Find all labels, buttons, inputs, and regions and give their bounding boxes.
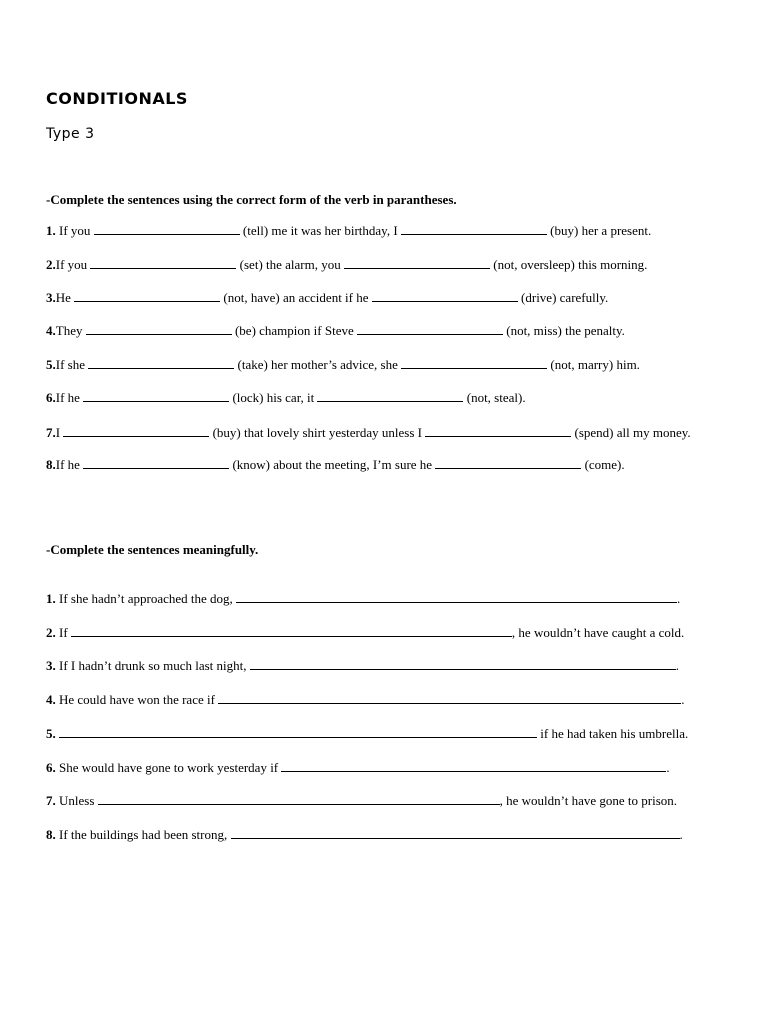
item-number: 4.	[46, 692, 56, 707]
exercise1-item	[46, 424, 726, 441]
answer-blank[interactable]	[281, 760, 666, 772]
answer-blank[interactable]	[83, 390, 229, 402]
item-number: 3.	[46, 658, 56, 673]
item-text: (set) the alarm, you	[236, 257, 344, 272]
exercise2-item	[46, 591, 726, 607]
item-text: , he wouldn’t have caught a cold.	[511, 625, 685, 640]
answer-blank[interactable]	[88, 357, 234, 369]
item-text: He could have won the race if	[59, 692, 219, 707]
answer-blank[interactable]	[63, 425, 209, 437]
item-text: .	[679, 827, 683, 842]
item-number: 6.	[46, 760, 56, 775]
item-text: If she	[55, 357, 89, 372]
section2-instruction: -Complete the sentences meaningfully.	[46, 542, 259, 557]
exercise1-item	[46, 357, 726, 373]
item-text: (be) champion if Steve	[231, 323, 357, 338]
answer-blank[interactable]	[435, 457, 581, 469]
exercise1-item	[46, 390, 726, 406]
exercise2-item	[46, 726, 726, 742]
item-text: (know) about the meeting, I’m sure he	[229, 457, 436, 472]
answer-blank[interactable]	[98, 793, 500, 805]
answer-blank[interactable]	[94, 223, 240, 235]
item-text: If the buildings had been strong,	[59, 827, 231, 842]
item-text: (come).	[581, 457, 625, 472]
answer-blank[interactable]	[317, 390, 463, 402]
item-text: , he wouldn’t have gone to prison.	[499, 793, 678, 808]
item-text: If I hadn’t drunk so much last night,	[59, 658, 250, 673]
item-number: 5.	[46, 726, 56, 741]
answer-blank[interactable]	[401, 223, 547, 235]
item-number: 1.	[46, 591, 56, 606]
item-text: They	[55, 323, 86, 338]
exercise2-item	[46, 760, 726, 776]
item-text: (buy) that lovely shirt yesterday unless I	[209, 425, 426, 440]
answer-blank[interactable]	[90, 257, 236, 269]
item-number: 2.	[46, 257, 56, 272]
item-text: (not, have) an accident if he	[220, 290, 372, 305]
exercise1-item	[46, 257, 726, 273]
item-text: .	[677, 591, 681, 606]
worksheet-subtitle: Type 3	[46, 126, 95, 142]
exercise2-item	[46, 827, 726, 843]
item-text: (drive) carefully.	[517, 290, 609, 305]
exercise2-item	[46, 692, 726, 708]
item-text: (lock) his car, it	[229, 390, 318, 405]
item-text: (not, marry) him.	[547, 357, 640, 372]
item-number: 8.	[46, 827, 56, 842]
item-text: I	[55, 425, 64, 440]
answer-blank[interactable]	[86, 323, 232, 335]
answer-blank[interactable]	[74, 290, 220, 302]
exercise1-item	[46, 223, 726, 239]
item-text: If you	[55, 257, 91, 272]
item-number: 7.	[46, 425, 56, 440]
item-number: 7.	[46, 793, 56, 808]
item-number: 1.	[46, 223, 56, 238]
worksheet-title: CONDITIONALS	[46, 89, 188, 108]
item-text: (tell) me it was her birthday, I	[239, 223, 401, 238]
answer-blank[interactable]	[372, 290, 518, 302]
answer-blank[interactable]	[83, 457, 229, 469]
item-text: Unless	[59, 793, 98, 808]
item-text: .	[681, 692, 685, 707]
exercise1-item	[46, 290, 726, 306]
exercise2-item	[46, 625, 726, 641]
answer-blank[interactable]	[401, 357, 547, 369]
answer-blank[interactable]	[231, 827, 680, 839]
item-text: (not, oversleep) this morning.	[490, 257, 648, 272]
item-text: He	[55, 290, 75, 305]
item-text: If he	[55, 390, 84, 405]
answer-blank[interactable]	[344, 257, 490, 269]
answer-blank[interactable]	[71, 625, 512, 637]
item-number: 3.	[46, 290, 56, 305]
item-text: She would have gone to work yesterday if	[59, 760, 282, 775]
exercise2-item	[46, 658, 726, 674]
item-number: 6.	[46, 390, 56, 405]
answer-blank[interactable]	[218, 692, 681, 704]
item-number: 8.	[46, 457, 56, 472]
item-number: 5.	[46, 357, 56, 372]
answer-blank[interactable]	[357, 323, 503, 335]
answer-blank[interactable]	[59, 726, 537, 738]
exercise1-item	[46, 457, 726, 473]
item-text: If he	[55, 457, 84, 472]
exercise1-item	[46, 323, 726, 339]
item-text: (spend) all my money.	[571, 425, 691, 440]
item-text: .	[675, 658, 680, 673]
exercise2-item	[46, 793, 726, 809]
item-text: If she hadn’t approached the dog,	[59, 591, 237, 606]
item-number: 4.	[46, 323, 56, 338]
answer-blank[interactable]	[236, 591, 677, 603]
item-text: .	[666, 760, 670, 775]
item-text: (not, miss) the penalty.	[502, 323, 625, 338]
item-text: (take) her mother’s advice, she	[234, 357, 402, 372]
item-text: (not, steal).	[463, 390, 526, 405]
item-text: (buy) her a present.	[546, 223, 652, 238]
item-text: If	[59, 625, 71, 640]
item-text: If you	[55, 223, 94, 238]
answer-blank[interactable]	[250, 658, 676, 670]
item-text: if he had taken his umbrella.	[537, 726, 689, 741]
answer-blank[interactable]	[425, 425, 571, 437]
section1-instruction: -Complete the sentences using the correct form of the verb in parantheses.	[46, 192, 457, 207]
item-number: 2.	[46, 625, 56, 640]
